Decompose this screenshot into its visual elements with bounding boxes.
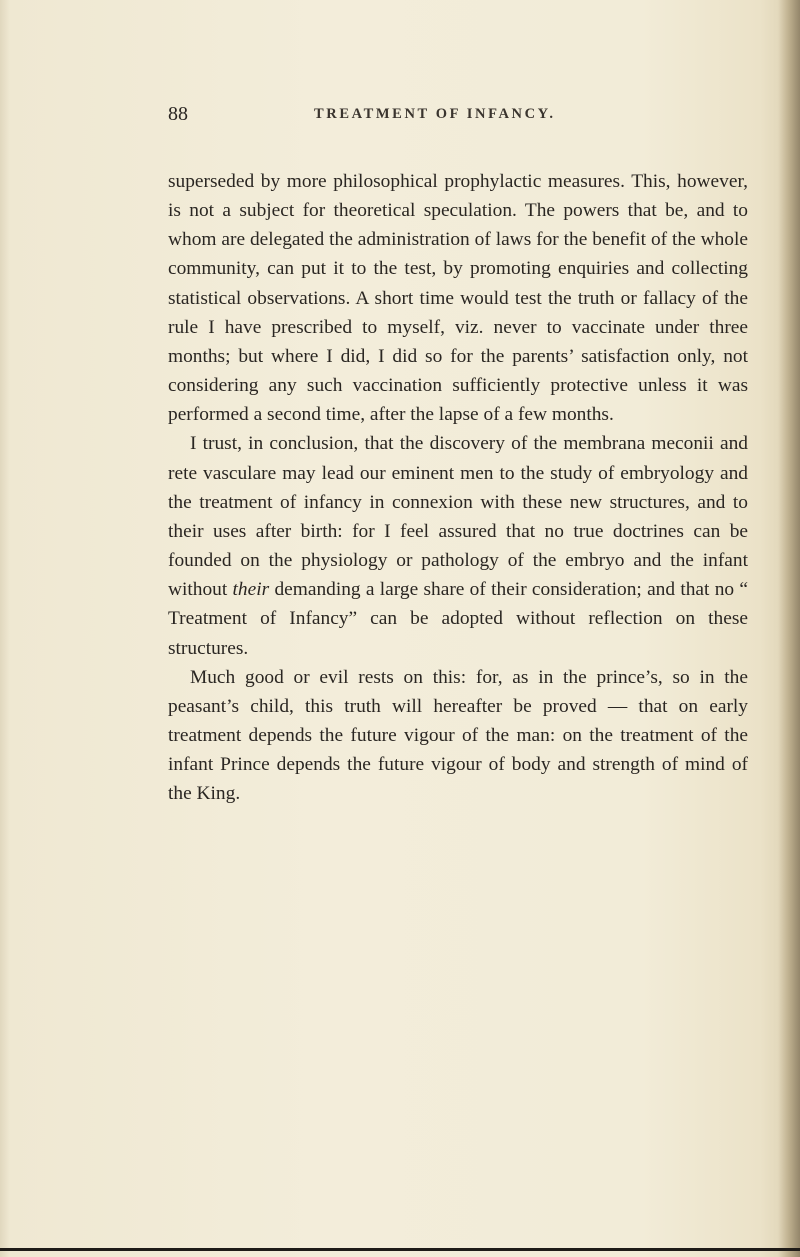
paragraph-2-text-after: demanding a large share of their consideration; and that no “ Treatment of Infancy” can be adopted without reflection on these structures. <box>168 579 748 659</box>
paragraph-2 <box>168 429 748 662</box>
bottom-rule <box>0 1248 800 1251</box>
paragraph-2-emphasis: their <box>232 579 270 601</box>
running-head: TREATMENT OF INFANCY. <box>314 106 556 122</box>
page-number: 88 <box>168 103 188 125</box>
paragraph-1: superseded by more philosophical prophylactic measures. This, however, is not a subject for theoretical speculation. The powers that be, and to whom are delegated the administration of laws for the benefit of the whole community, can put it to the test, by promoting enquiries and collecting statistical observations. A short time would test the truth or fallacy of the rule I have prescribed to myself, viz. never to vaccinate under three months; but where I did, I did so for the parents’ satisfaction only, not considering any such vaccination sufficiently protective unless it was performed a second time, after the lapse of a few months. <box>168 171 748 426</box>
paragraph-2-text-before: I trust, in conclusion, that the discovery of the membrana meconii and rete vasculare may lead our eminent men to the study of embryology and the treatment of infancy in connexion with these new structures, and to their uses after birth: for I feel assured that no true doctrines can be founded on the physiology or pathology of the embryo and the infant without <box>168 433 748 601</box>
body-text <box>168 167 748 808</box>
page-header <box>168 103 748 133</box>
page-spine-shadow <box>778 0 800 1257</box>
paragraph-3: Much good or evil rests on this: for, as in the prince’s, so in the peasant’s child, this truth will hereafter be proved — that on early treatment depends the future vigour of the man: on the treatment of the infant Prince depends the future vigour of body and strength of mind of the King. <box>168 666 748 805</box>
page-left-edge <box>0 0 10 1257</box>
